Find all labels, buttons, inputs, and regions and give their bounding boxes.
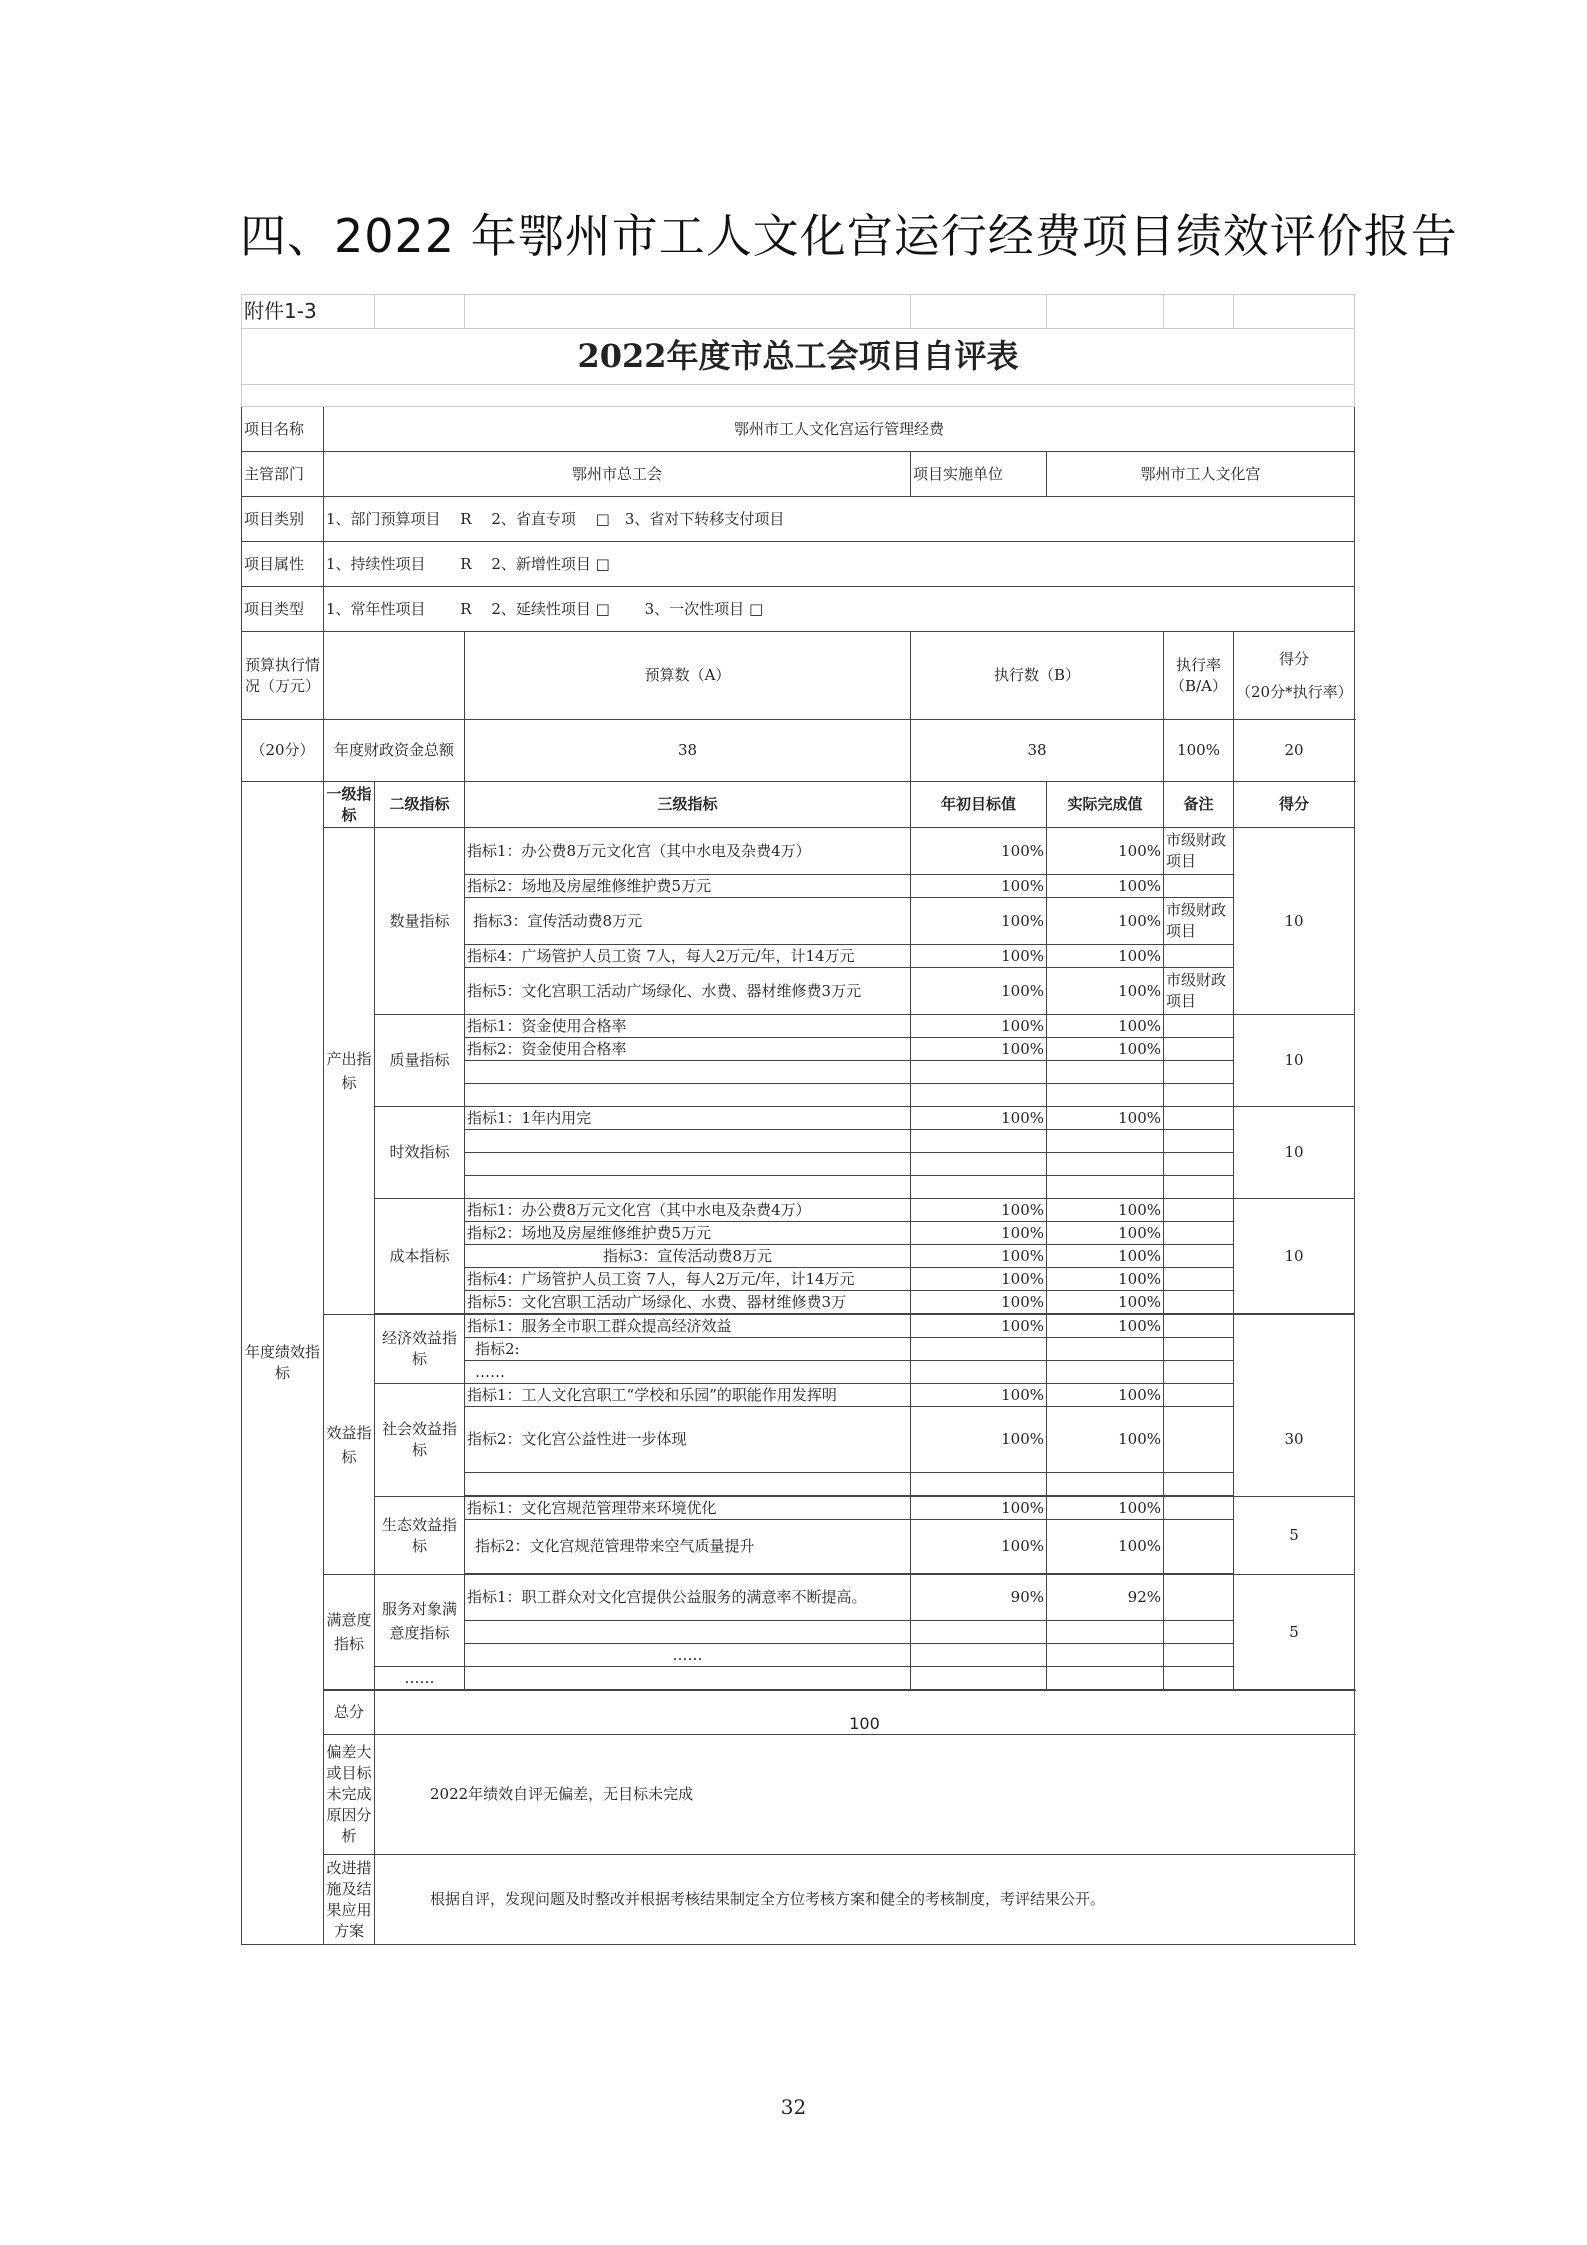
actual-value: 100% [1047, 1107, 1164, 1130]
score-header: 得分 （20分*执行率） [1234, 632, 1355, 720]
value-total: 100 [375, 1691, 1355, 1735]
label-deviation: 偏差大或目标未完成原因分析 [324, 1735, 375, 1855]
target-value: 90% [911, 1575, 1047, 1621]
target-value: 100% [911, 1291, 1047, 1314]
form-title: 2022年度市总工会项目自评表 [242, 329, 1355, 385]
actual-value: 100% [1047, 1497, 1164, 1520]
score-satisfaction: 5 [1234, 1575, 1355, 1690]
score-ecological: 5 [1234, 1497, 1355, 1575]
self-evaluation-form [241, 294, 1354, 1945]
target-value: 100% [911, 1245, 1047, 1268]
label-total: 总分 [324, 1691, 375, 1735]
score-cost: 10 [1234, 1199, 1355, 1314]
indicator-text: 指标2：资金使用合格率 [465, 1038, 911, 1061]
indicator-text: 指标2：文化宫规范管理带来空气质量提升 [465, 1520, 911, 1574]
indicator-text: 指标3：宣传活动费8万元 [465, 898, 911, 945]
label-exec-rate: 执行率（B/A） [1164, 632, 1234, 720]
indicator-text: 指标1：资金使用合格率 [465, 1015, 911, 1038]
indicator-text: …… [465, 1644, 911, 1667]
label-type: 项目类型 [242, 587, 324, 632]
label-exec-num: 执行数（B） [911, 632, 1164, 720]
actual-value: 100% [1047, 1015, 1164, 1038]
target-value: 100% [911, 1107, 1047, 1130]
lvl2-ecological: 生态效益指标 [375, 1497, 465, 1575]
value-attribute: 1、持续性项目 R 2、新增性项目 □ [324, 542, 1355, 587]
indicator-text: 指标1：文化宫规范管理带来环境优化 [465, 1497, 911, 1520]
label-dept: 主管部门 [242, 452, 324, 497]
score-benefit: 30 [1234, 1384, 1355, 1497]
value-improve: 根据自评，发现问题及时整改并根据考核结果制定全方位考核方案和健全的考核制度，考评结果公开。 [375, 1855, 1355, 1945]
indicator-text: 指标1：1年内用完 [465, 1107, 911, 1130]
label-impl-unit: 项目实施单位 [911, 452, 1047, 497]
actual-value: 100% [1047, 1268, 1164, 1291]
lvl1-benefit: 效益指标 [324, 1315, 375, 1575]
table-row [242, 1497, 1355, 1520]
target-value: 100% [911, 1407, 1047, 1473]
indicator-text: 指标2：场地及房屋维修维护费5万元 [465, 1222, 911, 1245]
lvl2-quality: 质量指标 [375, 1015, 465, 1107]
target-value: 100% [911, 828, 1047, 875]
actual-value: 100% [1047, 1291, 1164, 1314]
indicator-text: 指标1：办公费8万元文化宫（其中水电及杂费4万） [465, 1199, 911, 1222]
actual-value: 100% [1047, 875, 1164, 898]
score-quality: 10 [1234, 1015, 1355, 1107]
value-category: 1、部门预算项目 R 2、省直专项 □ 3、省对下转移支付项目 [324, 497, 1355, 542]
actual-value: 100% [1047, 1407, 1164, 1473]
indicator-text: 指标1：职工群众对文化宫提供公益服务的满意率不断提高。 [465, 1575, 911, 1621]
lvl2-quantity: 数量指标 [375, 828, 465, 1015]
value-project-name: 鄂州市工人文化宫运行管理经费 [324, 407, 1355, 452]
indicator-text: 指标2: [465, 1338, 911, 1361]
table-row [242, 828, 1355, 875]
indicator-text: 指标3：宣传活动费8万元 [465, 1245, 911, 1268]
actual-value: 100% [1047, 945, 1164, 968]
table-row [242, 1015, 1355, 1038]
label-budget-score: （20分） [242, 720, 324, 782]
label-budget-num: 预算数（A） [465, 632, 911, 720]
actual-value: 100% [1047, 1315, 1164, 1338]
header-remark: 备注 [1164, 782, 1234, 828]
page-heading: 四、2022 年鄂州市工人文化宫运行经费项目绩效评价报告 [240, 209, 1458, 263]
header-lvl1: 一级指标 [324, 782, 375, 828]
attachment-label: 附件1-3 [242, 295, 375, 329]
value-dept: 鄂州市总工会 [324, 452, 911, 497]
value-deviation: 2022年绩效自评无偏差，无目标未完成 [375, 1735, 1355, 1855]
indicator-text: 指标1：办公费8万元文化宫（其中水电及杂费4万） [465, 828, 911, 875]
value-exec: 38 [911, 720, 1164, 782]
table-row [242, 1199, 1355, 1222]
indicator-text: …… [465, 1361, 911, 1384]
lvl2-economic: 经济效益指标 [375, 1315, 465, 1384]
indicator-text: 指标2：文化宫公益性进一步体现 [465, 1407, 911, 1473]
remark-cell: 市级财政项目 [1164, 968, 1234, 1015]
indicator-text: 指标2：场地及房屋维修维护费5万元 [465, 875, 911, 898]
value-type: 1、常年性项目 R 2、延续性项目 □ 3、一次性项目 □ [324, 587, 1355, 632]
target-value: 100% [911, 1315, 1047, 1338]
actual-value: 100% [1047, 828, 1164, 875]
indicator-text: 指标1：服务全市职工群众提高经济效益 [465, 1315, 911, 1338]
label-annual-total: 年度财政资金总额 [324, 720, 465, 782]
actual-value: 100% [1047, 1384, 1164, 1407]
actual-value: 100% [1047, 1222, 1164, 1245]
label-project-name: 项目名称 [242, 407, 324, 452]
header-target: 年初目标值 [911, 782, 1047, 828]
target-value: 100% [911, 875, 1047, 898]
value-impl-unit: 鄂州市工人文化宫 [1047, 452, 1355, 497]
actual-value: 100% [1047, 1199, 1164, 1222]
label-budget-exec: 预算执行情况（万元） [242, 632, 324, 720]
target-value: 100% [911, 1384, 1047, 1407]
label-attribute: 项目属性 [242, 542, 324, 587]
page-number: 32 [780, 2095, 807, 2119]
actual-value: 100% [1047, 1520, 1164, 1574]
score-timeliness: 10 [1234, 1107, 1355, 1199]
table-row [242, 1107, 1355, 1130]
header-score: 得分 [1234, 782, 1355, 828]
actual-value: 100% [1047, 1038, 1164, 1061]
remark-cell: 市级财政项目 [1164, 898, 1234, 945]
target-value: 100% [911, 1520, 1047, 1574]
value-budget: 38 [465, 720, 911, 782]
indicator-text: 指标1：工人文化宫职工“学校和乐园”的职能作用发挥明 [465, 1384, 911, 1407]
target-value: 100% [911, 945, 1047, 968]
actual-value: 92% [1047, 1575, 1164, 1621]
lvl2-timeliness: 时效指标 [375, 1107, 465, 1199]
target-value: 100% [911, 1199, 1047, 1222]
lvl1-output: 产出指标 [324, 828, 375, 1315]
target-value: 100% [911, 1038, 1047, 1061]
target-value: 100% [911, 898, 1047, 945]
indicator-text: 指标4：广场管护人员工资 7人，每人2万元/年，计14万元 [465, 945, 911, 968]
target-value: 100% [911, 968, 1047, 1015]
value-rate: 100% [1164, 720, 1234, 782]
actual-value: 100% [1047, 898, 1164, 945]
lvl2-service: 服务对象满意度指标 [375, 1575, 465, 1667]
remark-cell: 市级财政项目 [1164, 828, 1234, 875]
actual-value: 100% [1047, 1245, 1164, 1268]
target-value: 100% [911, 1268, 1047, 1291]
score-quantity: 10 [1234, 828, 1355, 1015]
indicator-text: 指标4：广场管护人员工资 7人，每人2万元/年，计14万元 [465, 1268, 911, 1291]
table-row [242, 1575, 1355, 1621]
table-row [242, 1315, 1355, 1338]
target-value: 100% [911, 1497, 1047, 1520]
header-actual: 实际完成值 [1047, 782, 1164, 828]
label-category: 项目类别 [242, 497, 324, 542]
header-lvl3: 三级指标 [465, 782, 911, 828]
indicator-text: 指标5：文化宫职工活动广场绿化、水费、器材维修费3万元 [465, 968, 911, 1015]
label-perf-indicator: 年度绩效指标 [242, 782, 324, 1945]
table-row [242, 1384, 1355, 1407]
lvl2-etc: …… [375, 1667, 465, 1690]
lvl2-social: 社会效益指标 [375, 1384, 465, 1497]
header-lvl2: 二级指标 [375, 782, 465, 828]
actual-value: 100% [1047, 968, 1164, 1015]
indicator-text: 指标5：文化宫职工活动广场绿化、水费、器材维修费3万 [465, 1291, 911, 1314]
table-row [242, 1667, 1355, 1690]
lvl1-satisfaction: 满意度指标 [324, 1575, 375, 1690]
target-value: 100% [911, 1015, 1047, 1038]
value-budget-score: 20 [1234, 720, 1355, 782]
label-improve: 改进措施及结果应用方案 [324, 1855, 375, 1945]
lvl2-cost: 成本指标 [375, 1199, 465, 1314]
target-value: 100% [911, 1222, 1047, 1245]
